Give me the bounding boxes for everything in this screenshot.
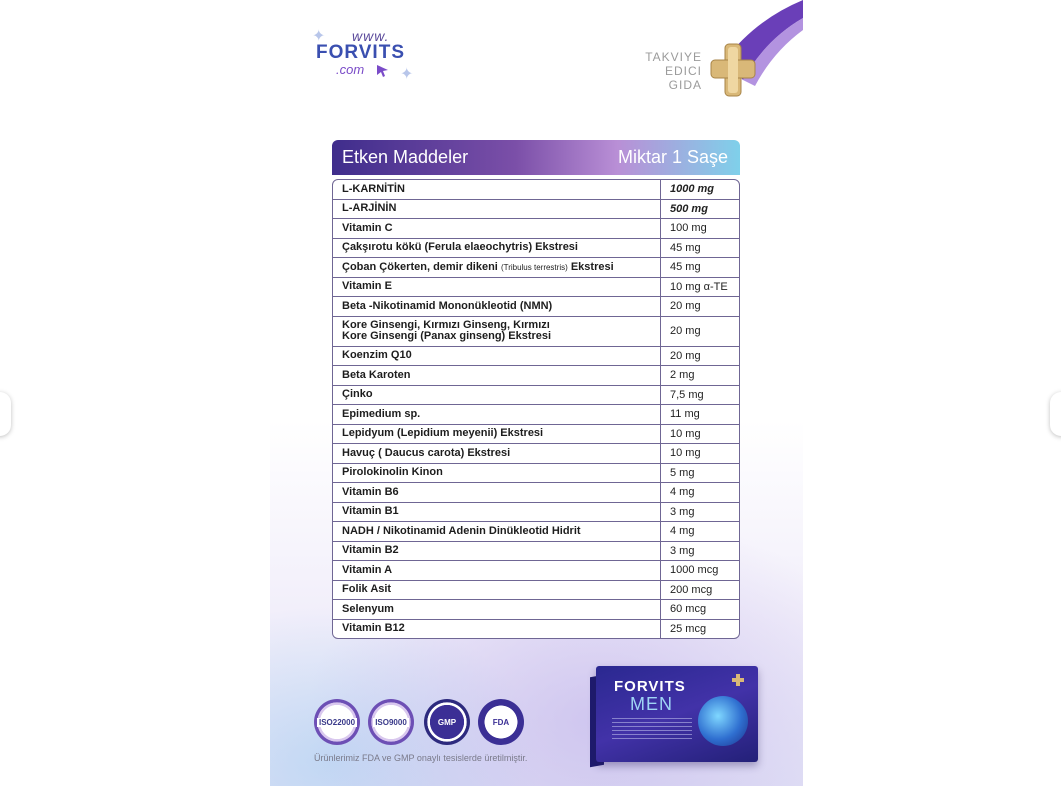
- table-row: [333, 257, 739, 277]
- table-row: [333, 385, 739, 405]
- badge-label: FDA: [492, 717, 510, 727]
- logo-com: .com: [336, 62, 365, 77]
- table-header: [332, 140, 740, 175]
- ingredient-name: Çinko: [333, 386, 661, 405]
- table-row: [333, 218, 739, 238]
- ingredient-name: Vitamin B12: [333, 620, 661, 639]
- ingredient-amount: 20 mg: [670, 300, 701, 313]
- table-row: [333, 296, 739, 316]
- ingredient-name: NADH / Nikotinamid Adenin Dinükleotid Hidrit: [333, 522, 661, 541]
- ingredient-amount: 3 mg: [670, 505, 695, 518]
- ingredients-table: [332, 179, 740, 639]
- corner-ribbon-plus-icon: [695, 0, 803, 110]
- ingredient-amount: 45 mg: [670, 261, 701, 274]
- gmp-badge: [424, 699, 470, 745]
- product-image-panel: [270, 0, 803, 786]
- table-row: [333, 619, 739, 639]
- box-text-lines: [612, 718, 692, 740]
- ingredient-amount: 4 mg: [670, 486, 695, 499]
- ingredient-name-line: Kore Ginsengi (Panax ginseng) Ekstresi: [342, 330, 552, 342]
- ingredient-name: L-ARJİNİN: [333, 200, 661, 219]
- box-subtitle: MEN: [630, 694, 673, 714]
- header-ingredients: Etken Maddeler: [342, 147, 469, 167]
- table-row: [333, 346, 739, 366]
- ingredient-amount: 5 mg: [670, 466, 695, 479]
- tag-line-1: TAKVIYE: [645, 50, 702, 64]
- ingredient-name: Vitamin A: [333, 561, 661, 580]
- ingredient-latin-name: (Tribulus terrestris): [500, 262, 568, 272]
- ingredient-name: Selenyum: [333, 600, 661, 619]
- ingredient-name: Çakşırotu kökü (Ferula elaeochytris) Ekstresi: [333, 239, 661, 258]
- product-box: [596, 666, 758, 762]
- ingredient-amount: 20 mg: [670, 325, 701, 337]
- ingredient-name: Beta -Nikotinamid Mononükleotid (NMN): [333, 297, 661, 316]
- logo-www: www.: [352, 28, 390, 44]
- ingredient-name: Vitamin B2: [333, 542, 661, 561]
- ingredient-amount: 3 mg: [670, 544, 695, 557]
- ingredient-name: Epimedium sp.: [333, 405, 661, 424]
- ingredient-name: Vitamin E: [333, 278, 661, 297]
- logo-brand: FORVITS: [316, 42, 405, 63]
- ingredient-name: Pirolokinolin Kinon: [333, 464, 661, 483]
- ingredient-name: Vitamin B6: [333, 483, 661, 502]
- table-row: [333, 521, 739, 541]
- table-row: [333, 580, 739, 600]
- badge-label: ISO22000: [318, 717, 356, 727]
- ingredient-amount: 45 mg: [670, 241, 701, 254]
- forvits-logo: [312, 28, 426, 88]
- table-row: [333, 180, 739, 199]
- header-amount: Miktar 1 Saşe: [617, 147, 728, 167]
- ingredient-amount: 60 mcg: [670, 603, 707, 616]
- ingredient-name-part: Çoban Çökerten, demir dikeni: [342, 260, 498, 273]
- ingredient-amount: 10 mg α-TE: [670, 280, 728, 293]
- fda-badge: [478, 699, 524, 745]
- globe-icon: [698, 696, 748, 746]
- table-row: [333, 463, 739, 483]
- sparkle-icon: ✦: [400, 66, 414, 83]
- table-row: [333, 502, 739, 522]
- ingredient-amount: 20 mg: [670, 349, 701, 362]
- cursor-icon: [376, 64, 390, 78]
- iso22000-badge: [314, 699, 360, 745]
- table-row: [333, 599, 739, 619]
- badge-label: ISO9000: [375, 717, 407, 727]
- box-brand: FORVITS: [614, 678, 686, 695]
- ingredient-name: Folik Asit: [333, 581, 661, 600]
- table-row: [333, 482, 739, 502]
- ingredient-amount: 11 mg: [670, 408, 700, 421]
- ingredient-amount: 200 mcg: [670, 583, 713, 596]
- ingredient-amount: 10 mg: [670, 447, 701, 460]
- footer-note: Ürünlerimiz FDA ve GMP onaylı tesislerde üretilmiştir.: [314, 753, 528, 763]
- ingredient-amount: 10 mg: [670, 427, 701, 440]
- supplement-tag: [632, 50, 702, 92]
- table-row: [333, 443, 739, 463]
- ingredient-amount: 4 mg: [670, 525, 695, 538]
- tag-line-2: EDICI: [664, 64, 702, 78]
- ingredient-name: Havuç ( Daucus carota) Ekstresi: [333, 444, 661, 463]
- ingredient-name: [333, 317, 661, 346]
- ingredient-amount: 1000 mg: [670, 183, 715, 196]
- tag-line-3: GIDA: [668, 78, 702, 92]
- table-row: [333, 560, 739, 580]
- ingredient-name: Lepidyum (Lepidium meyenii) Ekstresi: [333, 425, 661, 444]
- table-row: [333, 404, 739, 424]
- table-row: [333, 424, 739, 444]
- sparkle-icon: ✦: [312, 28, 326, 45]
- badge-label: GMP: [437, 717, 457, 727]
- table-row: [333, 365, 739, 385]
- ingredient-amount: 1000 mcg: [670, 564, 719, 577]
- ingredient-amount: 2 mg: [670, 369, 695, 382]
- ingredient-name: L-KARNİTİN: [333, 180, 661, 199]
- ingredient-name: Beta Karoten: [333, 366, 661, 385]
- plus-icon: [732, 674, 744, 686]
- table-row: [333, 316, 739, 346]
- table-row: [333, 277, 739, 297]
- carousel-next-button[interactable]: [1050, 392, 1061, 436]
- ingredient-name: Vitamin C: [333, 219, 661, 238]
- ingredient-name-line: Kore Ginsengi, Kırmızı Ginseng, Kırmızı: [342, 319, 550, 331]
- ingredient-name: [333, 258, 661, 277]
- ingredient-amount: 500 mg: [670, 202, 708, 215]
- ingredient-amount: 25 mcg: [670, 622, 707, 635]
- table-row: [333, 199, 739, 219]
- ingredient-name: Vitamin B1: [333, 503, 661, 522]
- iso9000-badge: [368, 699, 414, 745]
- table-row: [333, 238, 739, 258]
- ingredient-name-part: Ekstresi: [570, 260, 614, 273]
- carousel-prev-button[interactable]: [0, 392, 11, 436]
- ingredient-name: Koenzim Q10: [333, 347, 661, 366]
- ingredient-amount: 7,5 mg: [670, 388, 704, 401]
- table-row: [333, 541, 739, 561]
- ingredient-amount: 100 mg: [670, 222, 707, 235]
